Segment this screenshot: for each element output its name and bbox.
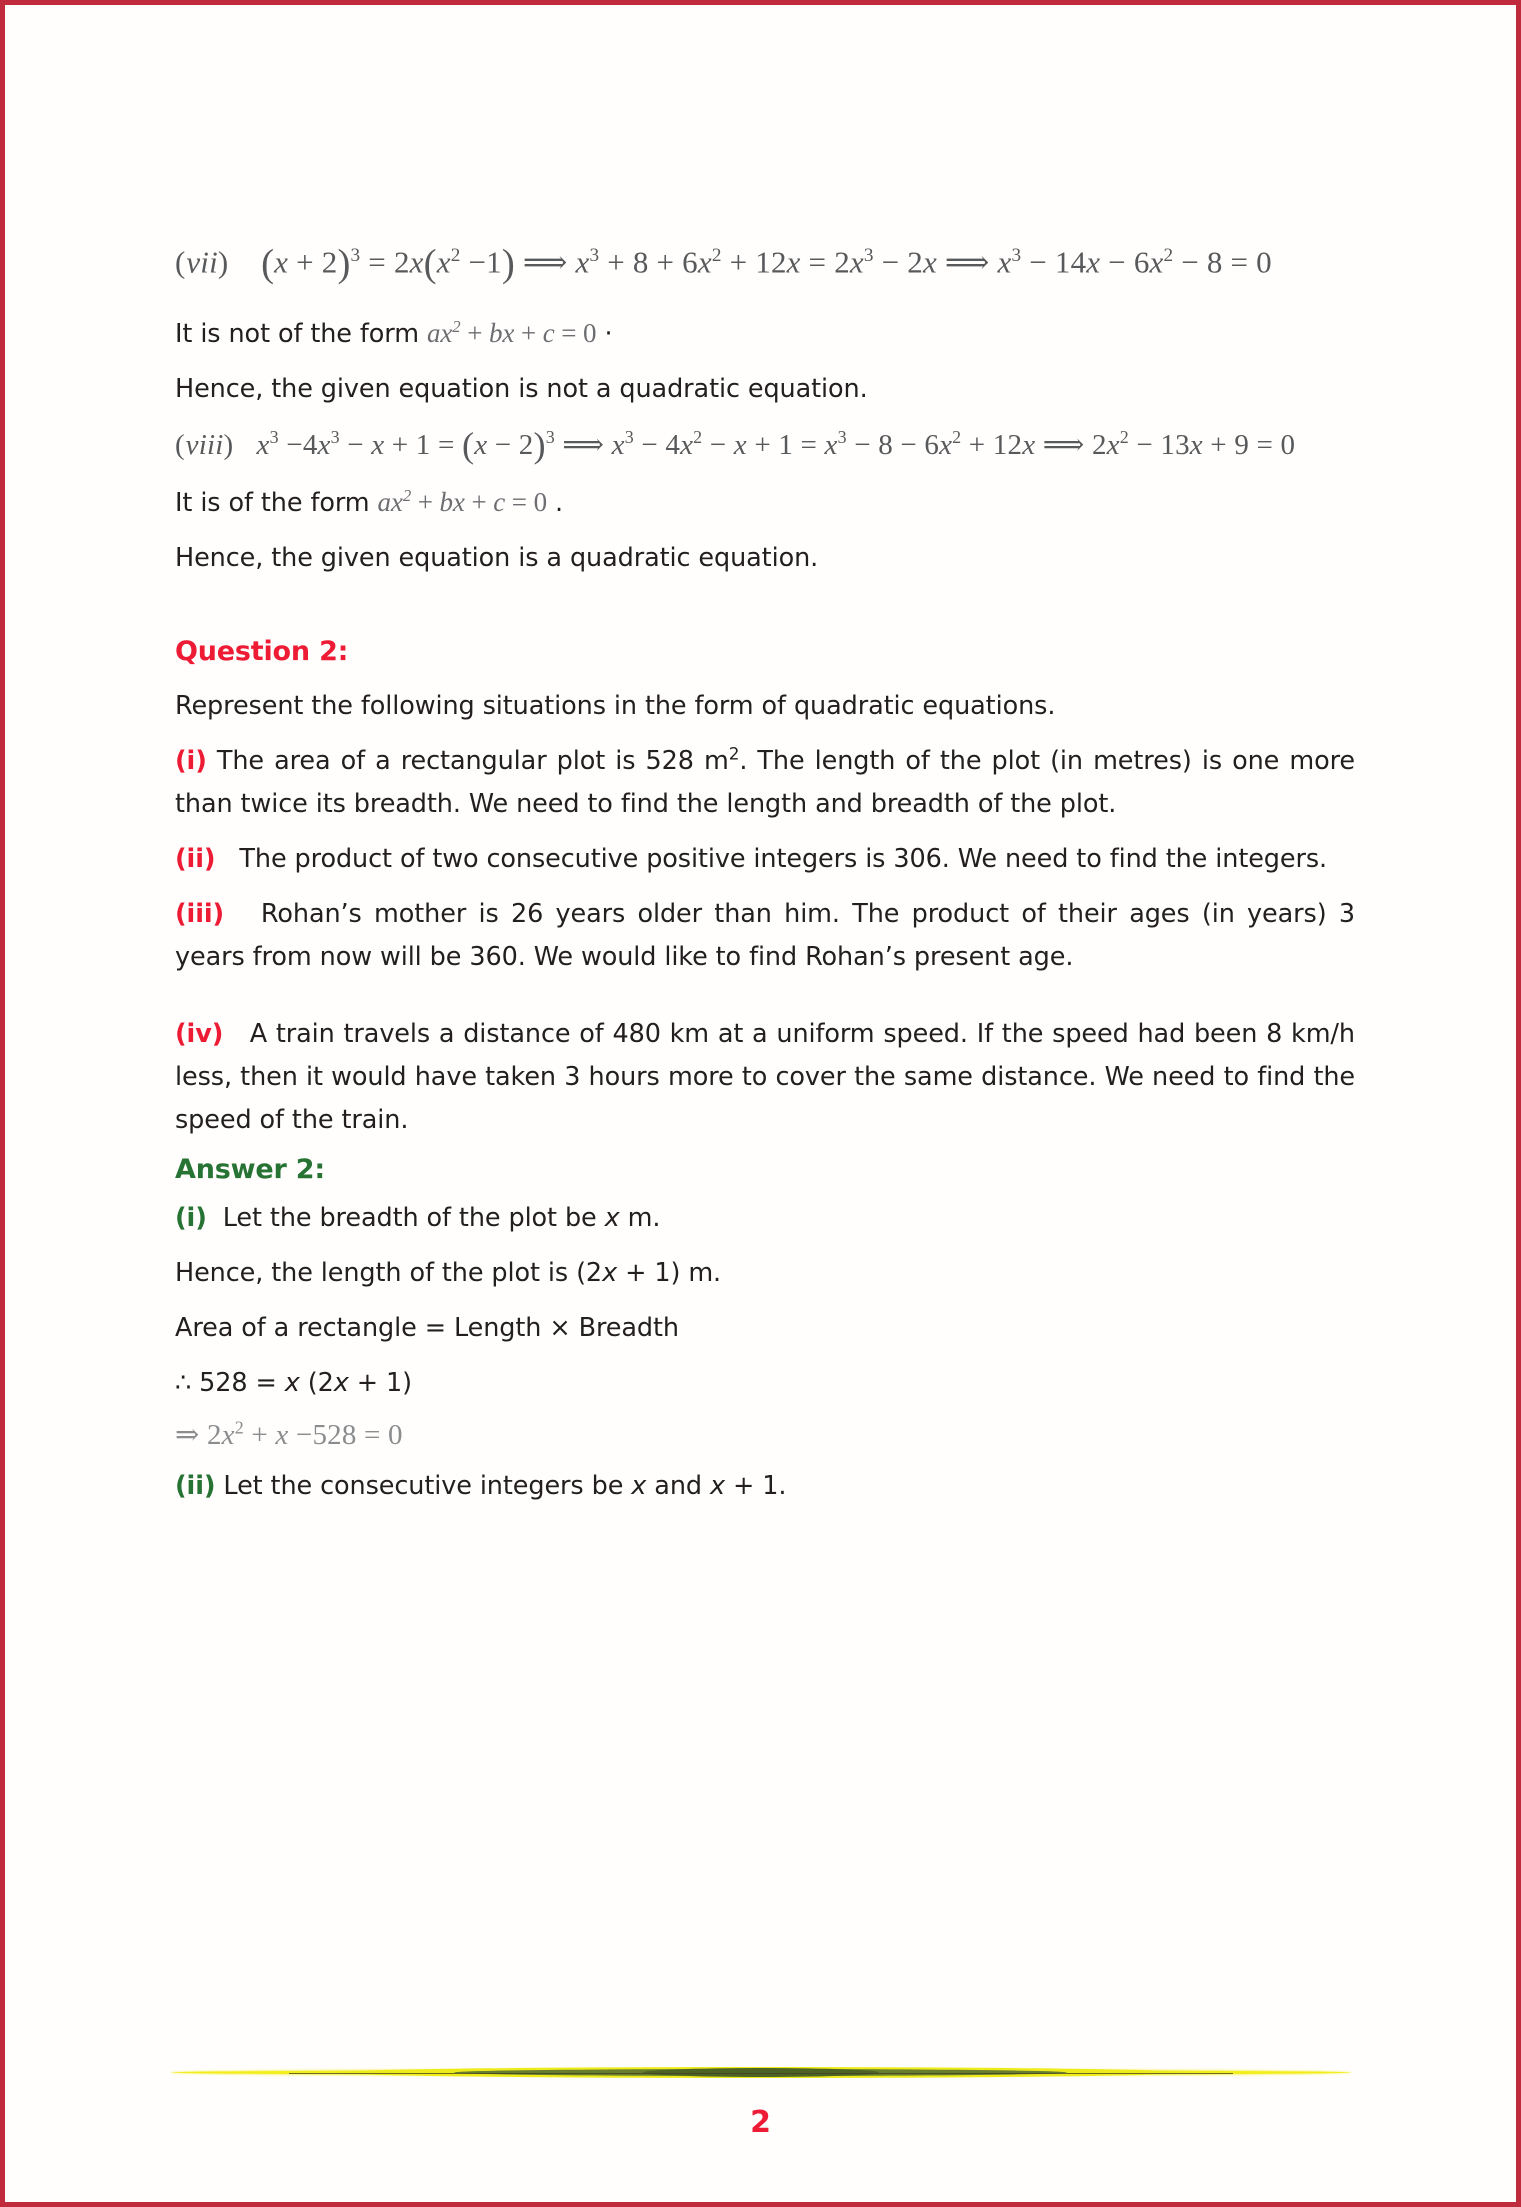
question-item-i-superscript: 2 [728,743,740,764]
question-item-ii-text: The product of two consecutive positive integers is 306. We need to find the integers. [239,843,1328,874]
answer-marker-ii: (ii) [175,1471,216,1501]
question-marker-i: (i) [175,745,207,776]
of-form-suffix: . [555,487,564,518]
footer-divider [171,2061,1351,2083]
page-inner [5,5,1516,2202]
answer-i-line4-c: + 1) [348,1367,413,1398]
question-marker-iii: (iii) [175,898,225,929]
statement-not-quadratic: Hence, the given equation is not a quadratic equation. [175,374,868,405]
answer-item-i-line1 [175,1197,1355,1240]
answer-i-line2-var: x [602,1257,618,1288]
answer-i-line4-b: (2 [299,1367,334,1398]
question-item-iv-text: A train travels a distance of 480 km at a uniform speed. If the speed had been 8 km/h less, then it would have taken 3 hours more to cover the same distance. We need to find the speed of the train. [175,1018,1355,1135]
page-footer [5,2061,1516,2140]
question-intro: Represent the following situations in the form of quadratic equations. [175,690,1056,721]
math-line-viii: (viii) $x^3 -4x^3 - x + 1 = (x - 2)^3$ ⟹ $x^3 - 4x^2 - x + 1 = x^3 - 8 - 6x^2 + 12x$ ⟹ $2x^2 - 13x + 9 = 0$ [175,425,1296,466]
answer-ii-var2: x [709,1471,725,1501]
answer-i-line4-a: ∴ 528 = [175,1367,285,1398]
answer-ii-text-c: + 1. [724,1471,787,1501]
answer-ii-text-a: Let the consecutive integers be [223,1471,632,1501]
standard-form-math-2: $ax^2$ + bx + c = 0 [377,485,547,517]
standard-form-math-1: $ax^2$ + bx + c = 0 [426,317,597,349]
question-item-iv [175,1013,1355,1142]
question-marker-ii: (ii) [175,843,216,874]
statement-not-of-form [175,312,1355,356]
page-number: 2 [750,2105,771,2140]
of-form-prefix: It is of the form [175,487,370,518]
answer-i-line2-b: + 1) m. [617,1257,722,1288]
question-marker-iv: (iv) [175,1018,224,1049]
answer-i-line2-a: Hence, the length of the plot is (2 [175,1257,603,1288]
math-line-vii: (vii) $(x + 2)^3 = 2x(x^2 -1)$ ⟹ $x^3 + 8 + 6x^2 + 12x = 2x^3 - 2x$ ⟹ $x^3 - 14x - 6x^2 - 8 = 0$ [175,242,1272,285]
answer-i-line1-b: m. [619,1202,661,1233]
question-item-i-text-a: The area of a rectangular plot is 528 m [216,745,729,776]
question-item-ii [175,838,1355,881]
question-item-iii-text: Rohan’s mother is 26 years older than him. The product of their ages (in years) 3 years from now will be 360. We would like to find Rohan’s present age. [175,898,1355,972]
answer-item-i-line3: Area of a rectangle = Length × Breadth [175,1312,679,1343]
not-of-form-suffix: · [604,319,613,350]
answer-item-i-line2 [175,1252,1355,1295]
answer-i-line4-var2: x [333,1367,349,1398]
question-item-i [175,740,1355,826]
answer-item-i-equation: ⇒ $2x^2 + x -528 = 0$ [175,1417,403,1451]
statement-of-form [175,481,1355,525]
not-of-form-prefix: It is not of the form [175,319,419,350]
page-content [175,240,1355,1508]
question-heading: Question 2: [175,635,349,667]
question-item-i-text-b: . The length of the plot (in metres) is one more than twice its breadth. We need to find the length and breadth of the plot. [175,745,1355,819]
answer-item-i-line4 [175,1362,1355,1405]
divider-hairline [289,2073,1233,2074]
answer-ii-text-b: and [646,1471,710,1501]
answer-ii-var1: x [631,1471,647,1501]
answer-item-ii-line [175,1465,1355,1508]
answer-marker-i: (i) [175,1202,207,1233]
answer-heading: Answer 2: [175,1153,325,1185]
question-item-iii [175,893,1355,979]
statement-is-quadratic: Hence, the given equation is a quadratic equation. [175,542,819,573]
answer-i-line1-var: x [604,1202,620,1233]
answer-i-line4-var1: x [284,1367,300,1398]
answer-i-line1-a: Let the breadth of the plot be [222,1202,605,1233]
